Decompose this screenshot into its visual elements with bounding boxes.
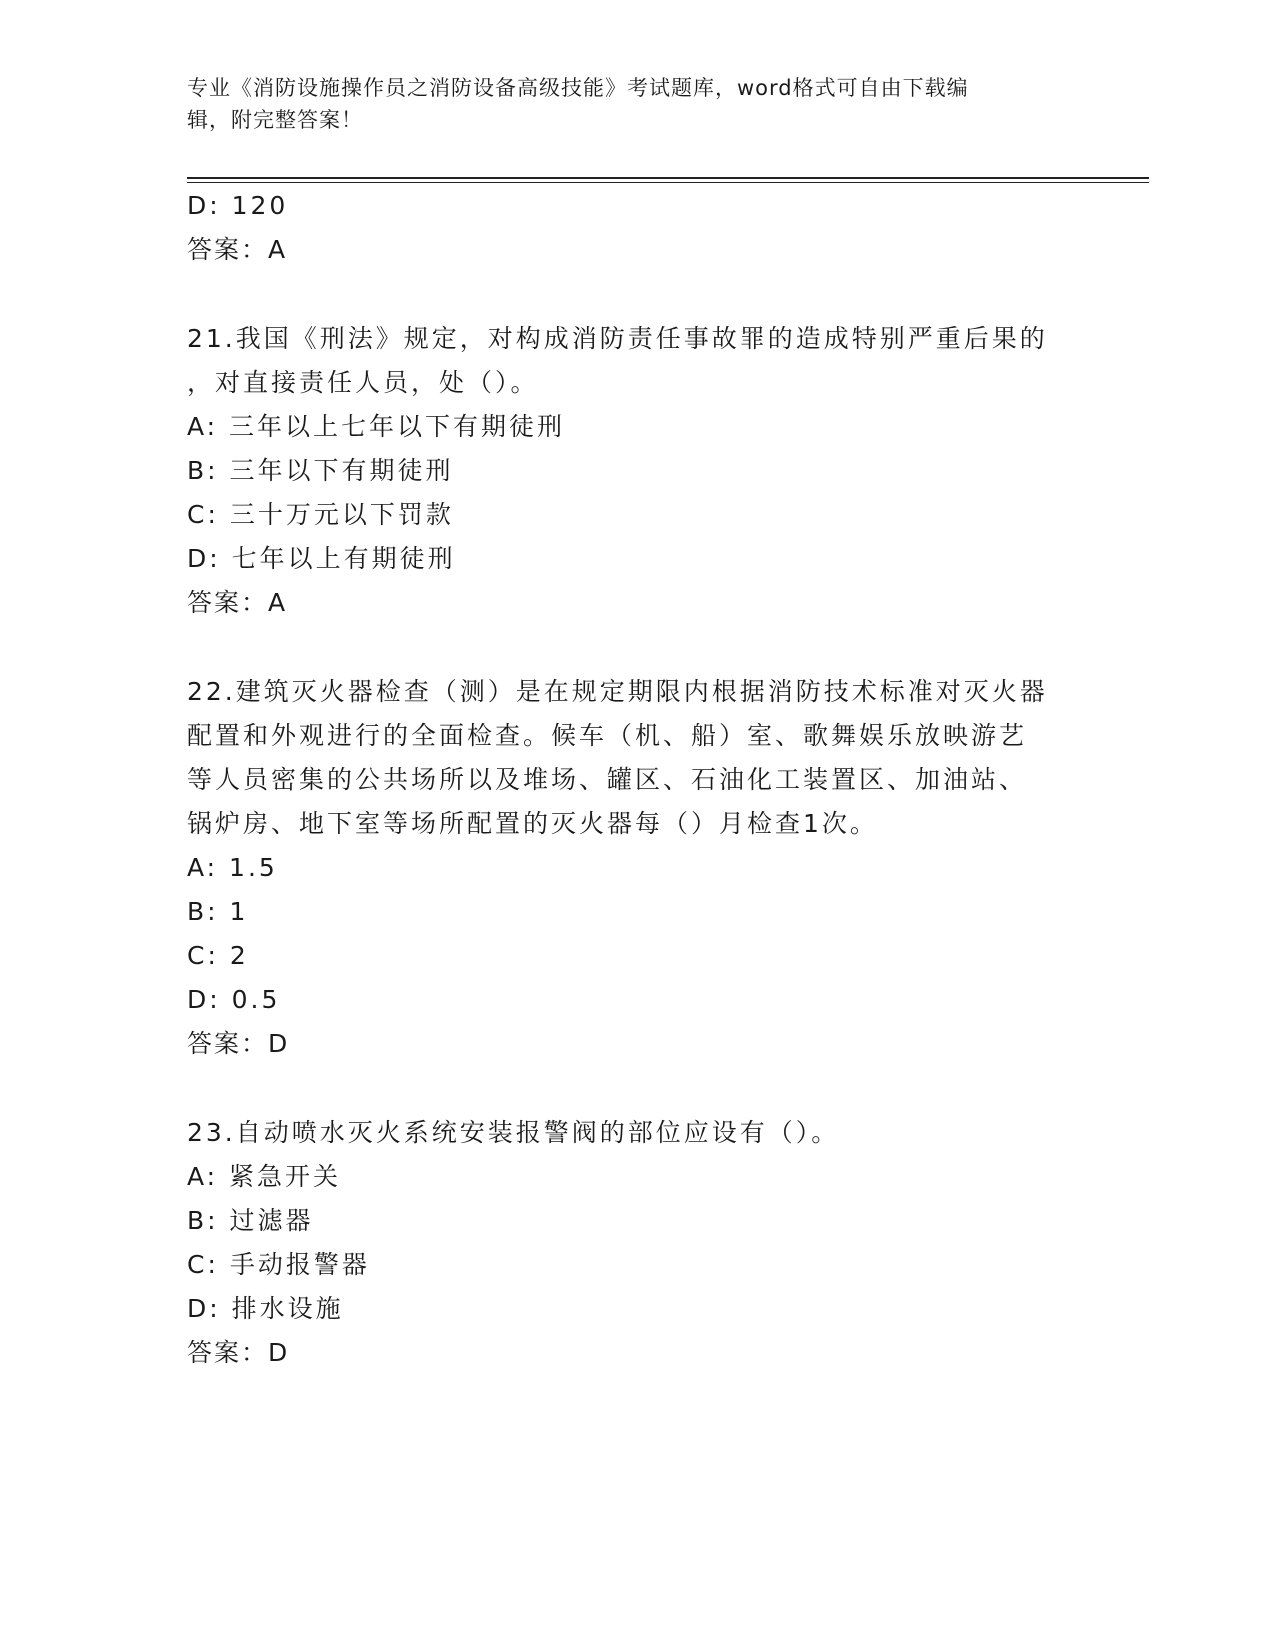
header-divider-thin — [187, 182, 1149, 183]
question-22-stem-line-1: 22.建筑灭火器检查（测）是在规定期限内根据消防技术标准对灭火器 — [187, 677, 1048, 706]
question-21-stem-line-2: ，对直接责任人员，处（）。 — [187, 368, 539, 397]
page-header — [187, 72, 1087, 136]
question-21-option-a: A: 三年以上七年以下有期徒刑 — [187, 412, 566, 441]
prev-answer: 答案：A — [187, 235, 288, 264]
question-22-option-a: A: 1.5 — [187, 853, 278, 882]
question-23-option-b: B: 过滤器 — [187, 1206, 314, 1235]
prev-option-d: D: 120 — [187, 191, 289, 220]
header-line-2: 辑，附完整答案！ — [187, 108, 363, 132]
question-22-option-d: D: 0.5 — [187, 985, 281, 1014]
question-23-answer: 答案：D — [187, 1338, 290, 1367]
question-22-option-b: B: 1 — [187, 897, 249, 926]
question-21-answer: 答案：A — [187, 588, 288, 617]
question-22-stem-line-3: 等人员密集的公共场所以及堆场、罐区、石油化工装置区、加油站、 — [187, 765, 1028, 794]
question-22-answer: 答案：D — [187, 1029, 290, 1058]
question-23-option-d: D: 排水设施 — [187, 1294, 344, 1323]
question-21-option-c: C: 三十万元以下罚款 — [187, 500, 454, 529]
question-22-stem-line-4: 锅炉房、地下室等场所配置的灭火器每（）月检查1次。 — [187, 809, 878, 838]
question-22-option-c: C: 2 — [187, 941, 249, 970]
header-line-1: 专业《消防设施操作员之消防设备高级技能》考试题库，word格式可自由下载编 — [187, 76, 969, 100]
question-21-option-b: B: 三年以下有期徒刑 — [187, 456, 454, 485]
question-23-stem-line-1: 23.自动喷水灭火系统安装报警阀的部位应设有（）。 — [187, 1118, 840, 1147]
question-23-option-c: C: 手动报警器 — [187, 1250, 370, 1279]
question-22-stem-line-2: 配置和外观进行的全面检查。候车（机、船）室、歌舞娱乐放映游艺 — [187, 721, 1028, 750]
header-divider-thick — [187, 177, 1149, 179]
question-21-option-d: D: 七年以上有期徒刑 — [187, 544, 456, 573]
question-21-stem-line-1: 21.我国《刑法》规定，对构成消防责任事故罪的造成特别严重后果的 — [187, 324, 1048, 353]
question-23-option-a: A: 紧急开关 — [187, 1162, 342, 1191]
